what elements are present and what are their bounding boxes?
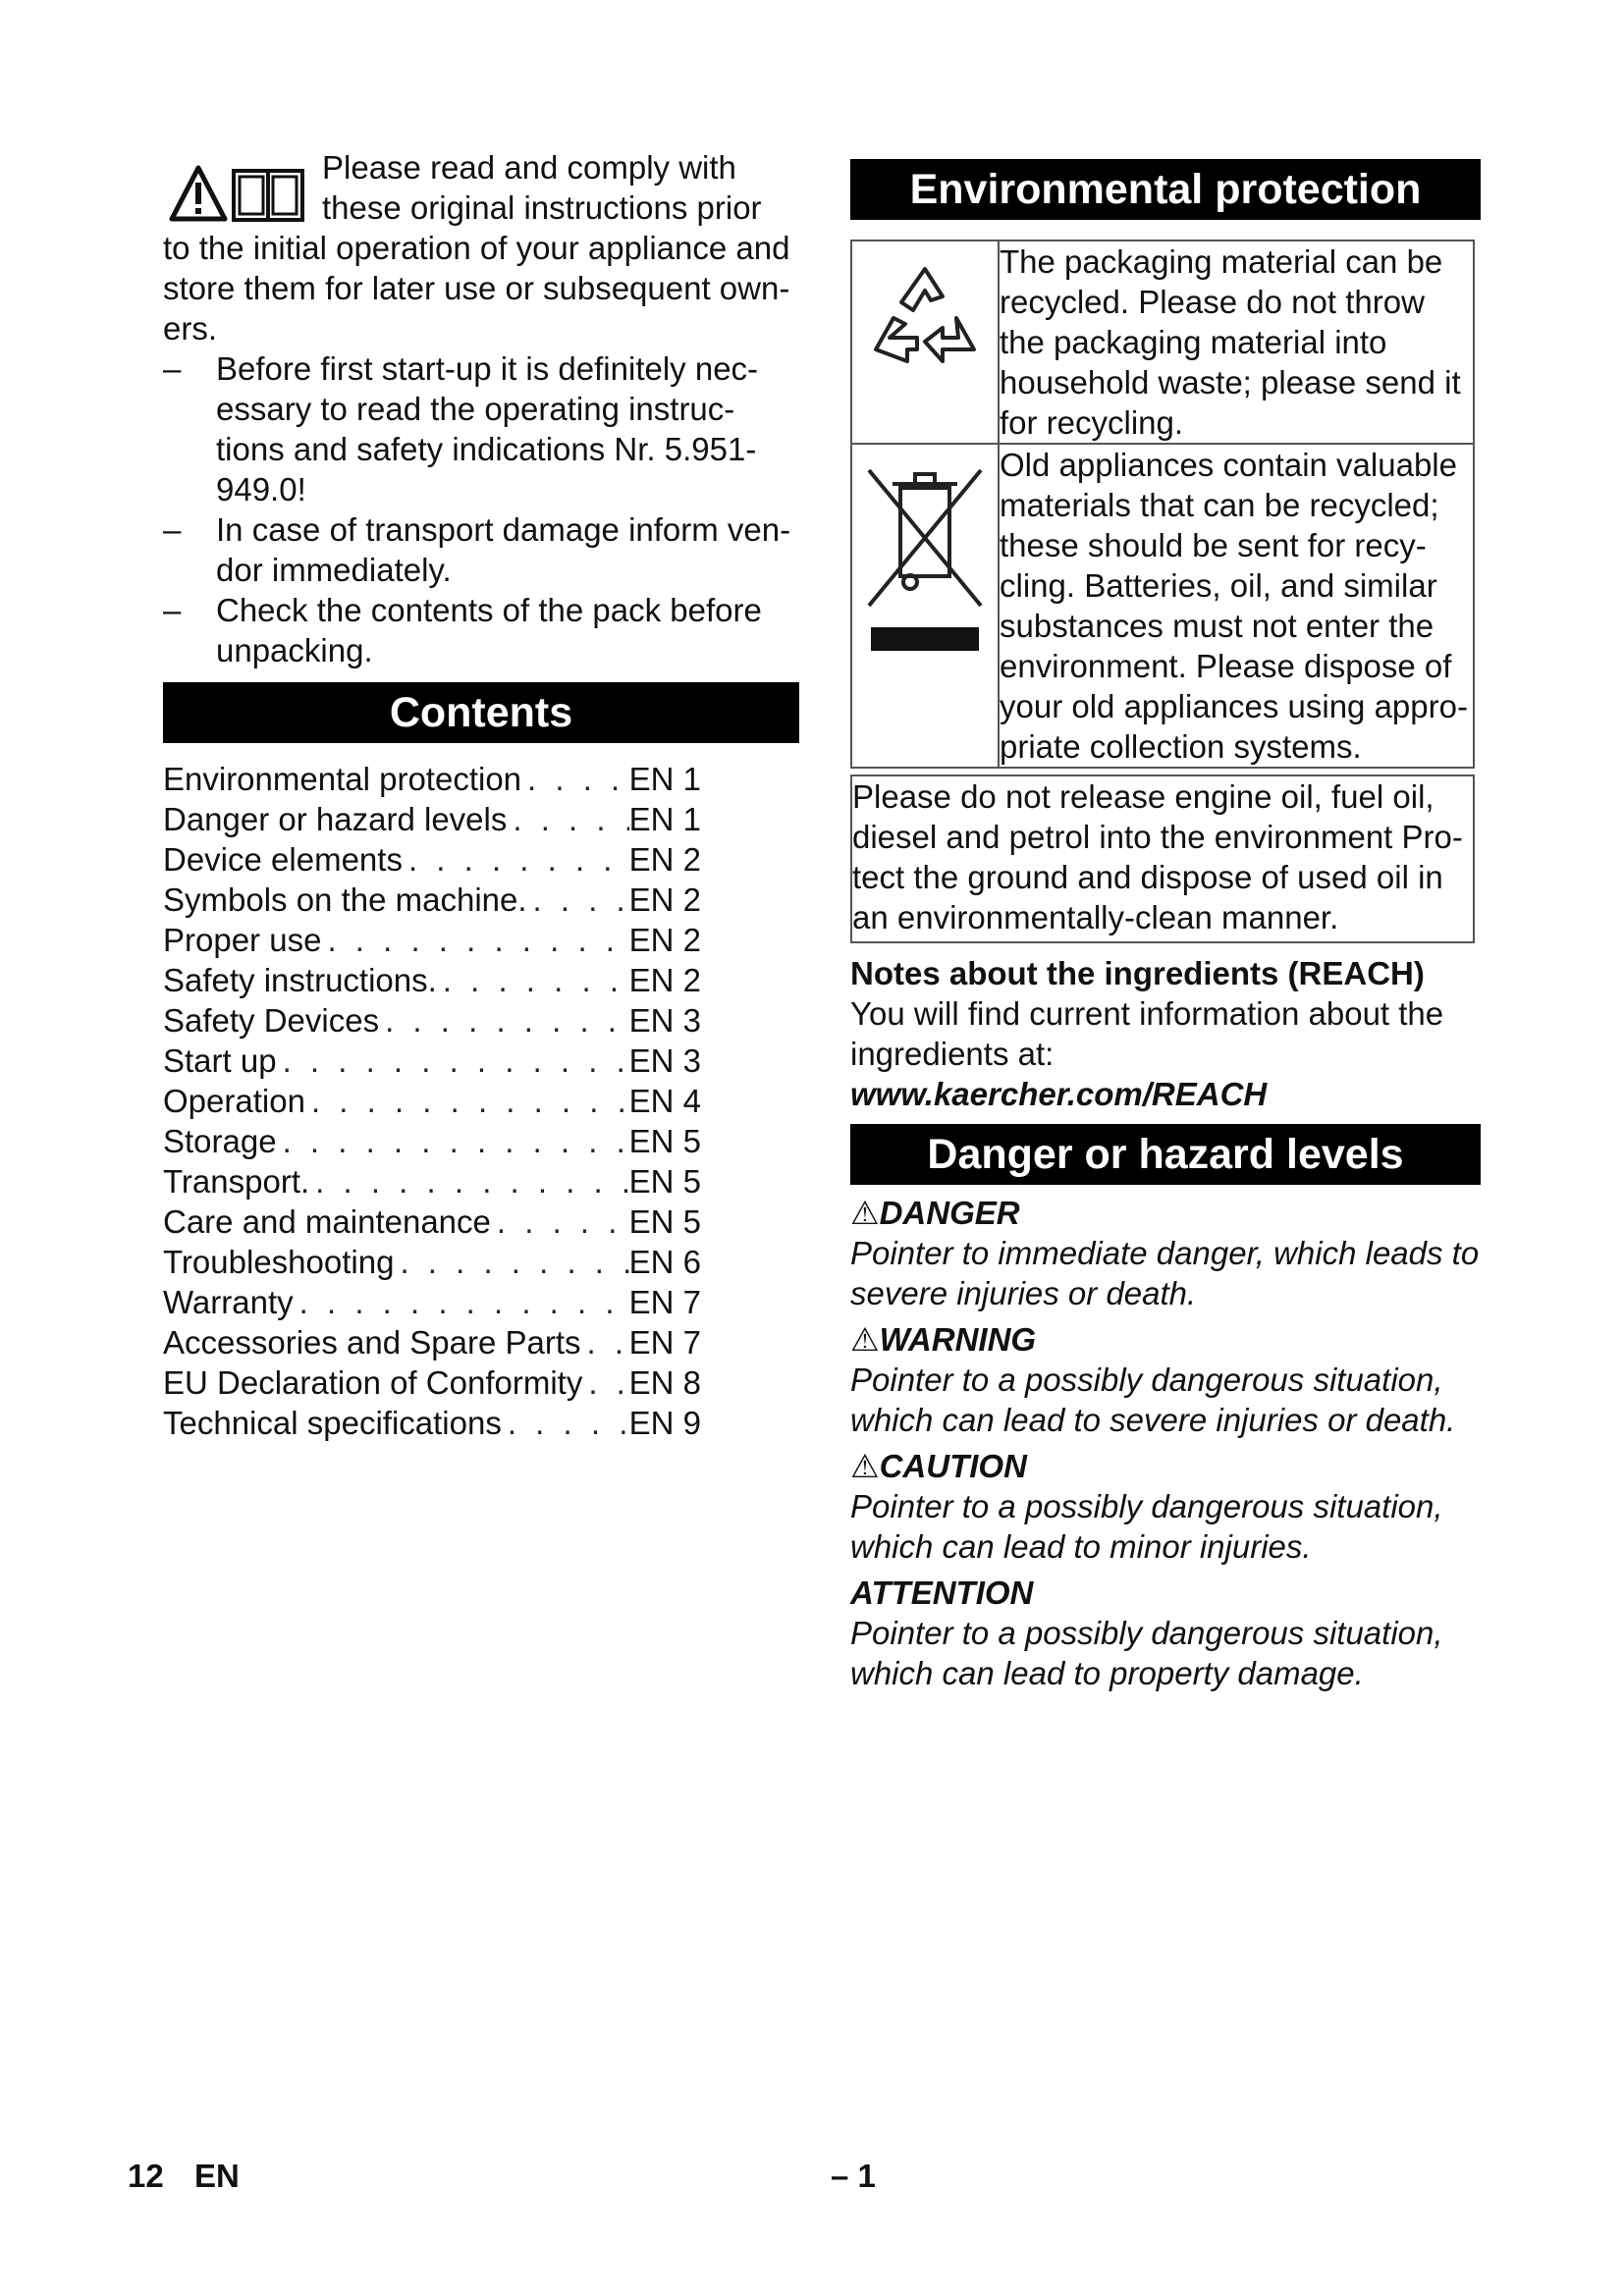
table-row	[851, 444, 1474, 768]
toc-leader-dots	[507, 799, 628, 839]
toc-entry-title: Troubleshooting	[163, 1244, 395, 1280]
toc-leader-dots	[521, 759, 629, 799]
toc-entry-page: EN 5	[628, 1123, 701, 1159]
toc-entry-page: EN 2	[628, 841, 701, 878]
toc-entry-page: EN 7	[628, 1284, 701, 1320]
toc-entry-page: EN 4	[628, 1083, 701, 1119]
footer-section-page: – 1	[831, 2158, 876, 2194]
reach-url: www.kaercher.com/REACH	[850, 1076, 1268, 1112]
toc-entry-title: Warranty	[163, 1284, 294, 1320]
table-of-contents	[163, 759, 701, 1443]
toc-leader-dots	[309, 1161, 628, 1201]
recycling-icon	[866, 259, 984, 377]
toc-leader-dots	[394, 1242, 628, 1282]
toc-entry-page: EN 8	[628, 1364, 701, 1401]
intro-text: to the initial operation of your appliance and store them for later use or subsequent own-ers.	[163, 230, 790, 347]
toc-leader-dots	[437, 960, 629, 1000]
old-appliances-text: Old appliances contain valuable materials that can be recycled; these should be sent for recy-cling. Batteries, oil, and similar substances must not enter the environment. Please dispose of your old appliances using appro-priate collection systems.	[999, 444, 1474, 768]
hazard-level-description: Pointer to a possibly dangerous situation, which can lead to property damage.	[850, 1615, 1443, 1691]
toc-leader-dots	[277, 1041, 629, 1081]
hazard-level-label: ⚠WARNING	[850, 1321, 1037, 1358]
left-column	[163, 147, 799, 1443]
toc-entry-page: EN 9	[628, 1405, 701, 1441]
toc-entry-page: EN 6	[628, 1244, 701, 1280]
toc-entry-page: EN 5	[628, 1203, 701, 1240]
toc-entry-title: Safety instructions.	[163, 962, 437, 998]
hazard-level-description: Pointer to a possibly dangerous situation, which can lead to minor injuries.	[850, 1488, 1443, 1565]
recycling-icon-cell	[851, 240, 999, 444]
right-column	[850, 159, 1481, 1693]
toc-entry	[163, 1000, 701, 1041]
toc-entry-title: Start up	[163, 1042, 277, 1079]
toc-entry	[163, 1362, 701, 1403]
hazard-level-label: ⚠CAUTION	[850, 1448, 1027, 1484]
toc-entry-page: EN 2	[628, 881, 701, 918]
toc-entry	[163, 799, 701, 839]
toc-entry	[163, 1403, 701, 1443]
toc-entry-title: Proper use	[163, 922, 322, 958]
list-item: – Before first start-up it is definitely nec-essary to read the operating instruc-tions and safety indications Nr. 5.951-949.0!	[163, 350, 759, 507]
toc-leader-dots	[305, 1081, 629, 1121]
toc-entry	[163, 1282, 701, 1322]
crossed-bin-icon	[861, 458, 989, 655]
toc-entry	[163, 960, 701, 1000]
reach-text: You will find current information about the ingredients at:	[850, 995, 1444, 1072]
toc-leader-dots	[277, 1121, 629, 1161]
warning-triangle-icon: ⚠	[850, 1321, 880, 1358]
toc-entry	[163, 1322, 701, 1362]
intro-icons	[169, 165, 306, 222]
toc-entry-title: Safety Devices	[163, 1002, 380, 1039]
warning-triangle-icon	[172, 168, 225, 219]
toc-entry-title: Care and maintenance	[163, 1203, 491, 1240]
toc-entry-title: Environmental protection	[163, 761, 522, 797]
environmental-protection-heading: Environmental protection	[850, 159, 1481, 220]
toc-leader-dots	[581, 1322, 629, 1362]
toc-entry-page: EN 1	[628, 801, 701, 837]
contents-heading: Contents	[163, 682, 799, 743]
toc-entry	[163, 1242, 701, 1282]
toc-entry	[163, 759, 701, 799]
hazard-level-label: ATTENTION	[850, 1575, 1034, 1611]
hazard-level-description: Pointer to a possibly dangerous situation, which can lead to severe injuries or death.	[850, 1362, 1456, 1438]
toc-entry-title: Symbols on the machine.	[163, 881, 527, 918]
intro-block	[163, 147, 799, 348]
intro-bullet-list	[163, 348, 799, 670]
warning-triangle-icon: ⚠	[850, 1448, 880, 1484]
hazard-level-label: ⚠DANGER	[850, 1195, 1020, 1231]
reach-heading: Notes about the ingredients (REACH)	[850, 955, 1425, 991]
toc-entry	[163, 1081, 701, 1121]
toc-leader-dots	[582, 1362, 628, 1403]
intro-line-1: Please read and comply with	[322, 149, 736, 186]
manual-book-icon	[234, 171, 302, 220]
hazard-level-description: Pointer to immediate danger, which leads to severe injuries or death.	[850, 1235, 1480, 1311]
toc-entry	[163, 1201, 701, 1242]
weee-icon-cell	[851, 444, 999, 768]
toc-entry-page: EN 5	[628, 1163, 701, 1200]
toc-entry	[163, 1121, 701, 1161]
toc-entry-title: EU Declaration of Conformity	[163, 1364, 583, 1401]
oil-notice-box: Please do not release engine oil, fuel oil, diesel and petrol into the environment Pro-tect the ground and dispose of used oil in an environmentally-clean manner.	[850, 774, 1475, 943]
toc-entry	[163, 880, 701, 920]
toc-entry-page: EN 2	[628, 922, 701, 958]
toc-leader-dots	[403, 839, 629, 880]
intro-line-2: these original instructions prior	[322, 189, 762, 226]
toc-entry-title: Storage	[163, 1123, 277, 1159]
toc-entry	[163, 920, 701, 960]
toc-entry	[163, 839, 701, 880]
toc-leader-dots	[527, 880, 629, 920]
toc-entry-page: EN 3	[628, 1002, 701, 1039]
environment-table	[850, 240, 1475, 769]
toc-entry-title: Operation	[163, 1083, 305, 1119]
toc-entry-page: EN 2	[628, 962, 701, 998]
packaging-text: The packaging material can be recycled. Please do not throw the packaging material into household waste; please send it for recycling.	[999, 240, 1474, 444]
danger-levels-heading: Danger or hazard levels	[850, 1124, 1481, 1185]
table-row	[851, 240, 1474, 444]
toc-leader-dots	[321, 920, 628, 960]
toc-entry-page: EN 3	[628, 1042, 701, 1079]
hazard-level-list	[850, 1193, 1481, 1693]
toc-leader-dots	[502, 1403, 629, 1443]
footer-language: EN	[194, 2158, 240, 2194]
footer-page-number: 12	[128, 2158, 164, 2194]
warning-triangle-icon: ⚠	[850, 1195, 880, 1231]
toc-entry-page: EN 1	[628, 761, 701, 797]
toc-entry	[163, 1041, 701, 1081]
toc-entry-title: Technical specifications	[163, 1405, 502, 1441]
toc-leader-dots	[491, 1201, 629, 1242]
toc-entry	[163, 1161, 701, 1201]
toc-entry-title: Danger or hazard levels	[163, 801, 508, 837]
toc-leader-dots	[379, 1000, 629, 1041]
toc-entry-title: Accessories and Spare Parts	[163, 1324, 581, 1361]
list-item: – In case of transport damage inform ven-dor immediately.	[163, 511, 791, 588]
toc-entry-page: EN 7	[628, 1324, 701, 1361]
list-item: – Check the contents of the pack before unpacking.	[163, 592, 762, 668]
toc-entry-title: Transport.	[163, 1163, 310, 1200]
toc-entry-title: Device elements	[163, 841, 403, 878]
toc-leader-dots	[294, 1282, 629, 1322]
